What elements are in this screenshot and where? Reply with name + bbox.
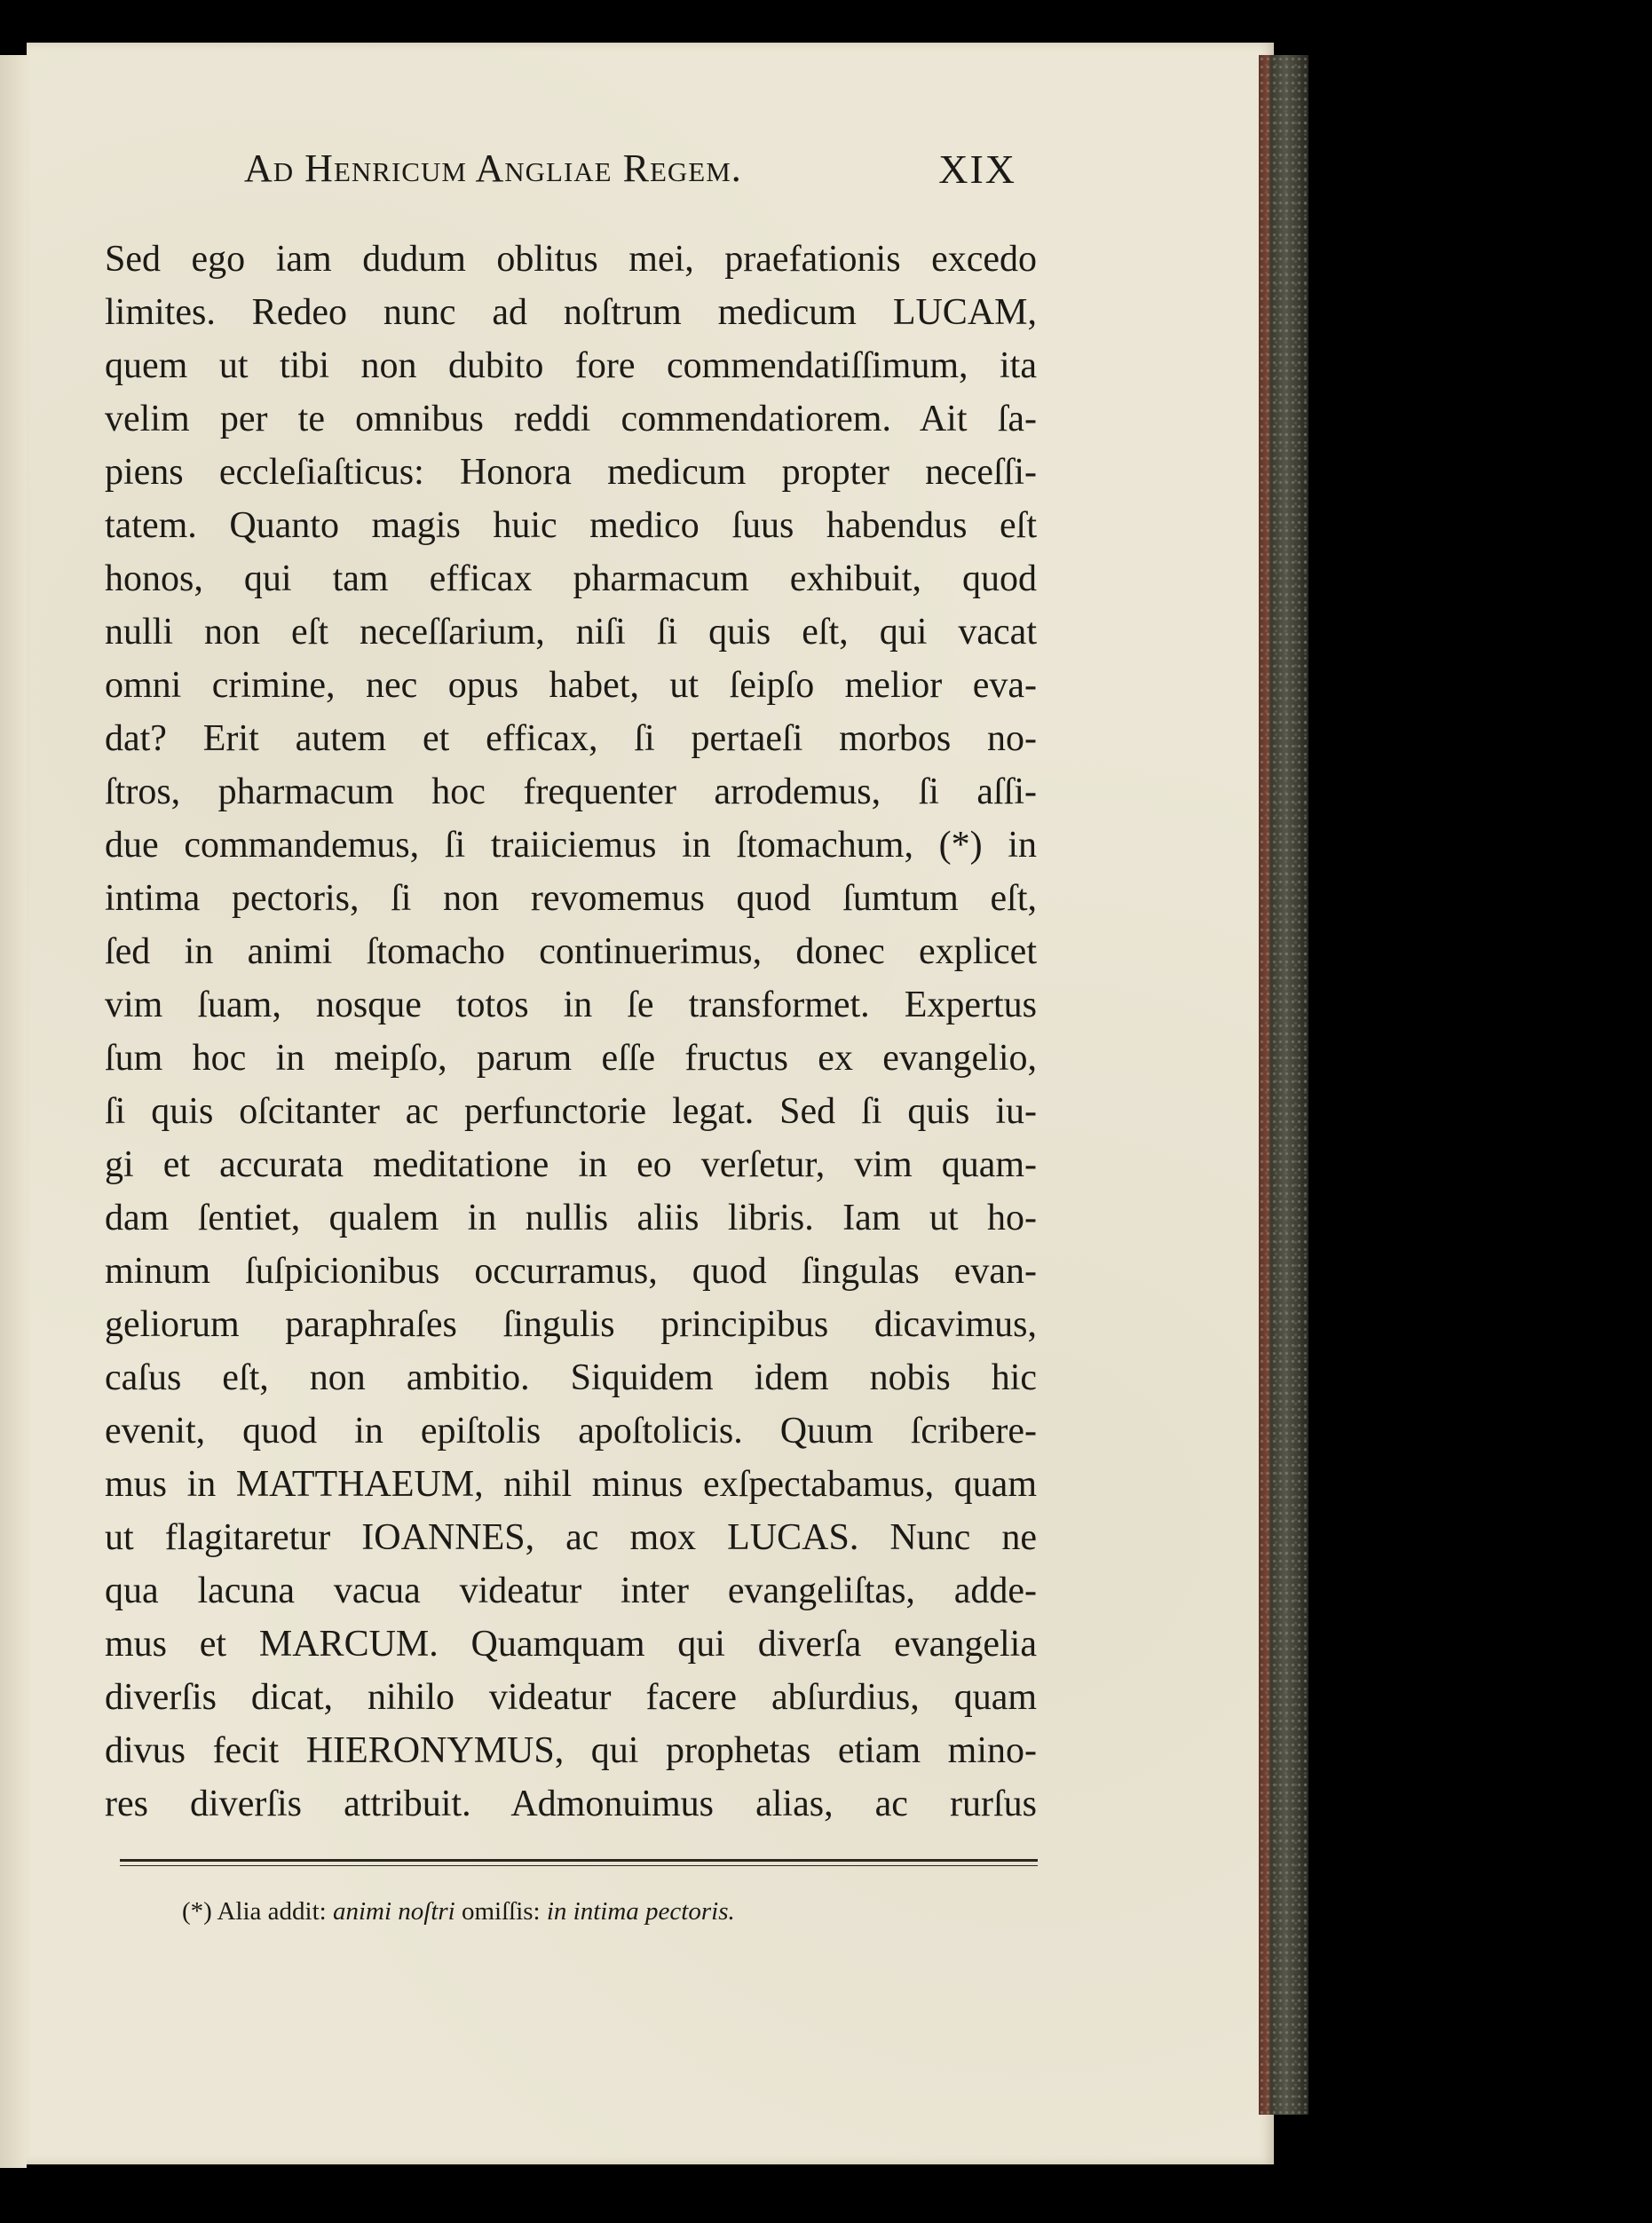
text-line: due commandemus, ſi traiiciemus in ſtomachum, (*) in [105,825,1037,866]
text-line: piens eccleſiaſticus: Honora medicum propter neceſſi- [105,452,1037,493]
text-line: tatem. Quanto magis huic medico ſuus habendus eſt [105,505,1037,546]
text-line: limites. Redeo nunc ad noſtrum medicum LUCAM, [105,292,1037,333]
text-line: res diverſis attribuit. Admonuimus alias, ac rurſus [105,1784,1037,1824]
text-line: gi et accurata meditatione in eo verſetur, vim quam- [105,1144,1037,1185]
footnote-italic-1: animi noſtri [332,1897,455,1926]
text-line: ut flagitaretur IOANNES, ac mox LUCAS. Nunc ne [105,1517,1037,1558]
text-line: evenit, quod in epiſtolis apoſtolicis. Quum ſcribere- [105,1411,1037,1452]
text-line: ſum hoc in meipſo, parum eſſe fructus ex evangelio, [105,1038,1037,1079]
running-title: Ad Henricum Angliae Regem. [244,146,742,190]
text-line: mus in MATTHAEUM, nihil minus exſpectabamus, quam [105,1464,1037,1505]
body-text [105,233,1037,1831]
text-line: dat? Erit autem et efficax, ſi pertaeſi morbos no- [105,718,1037,759]
text-line: honos, qui tam efficax pharmacum exhibuit, quod [105,558,1037,599]
footnote-text: Alia addit: [217,1897,327,1926]
text-line: omni crimine, nec opus habet, ut ſeipſo melior eva- [105,665,1037,706]
text-line: ſed in animi ſtomacho continuerimus, donec explicet [105,931,1037,972]
footnote-text-2: omiſſis: [461,1897,541,1926]
page-number: XIX [938,146,1016,192]
footnote-rule [120,1859,1038,1866]
text-line: ſi quis oſcitanter ac perfunctorie legat. Sed ſi quis iu- [105,1091,1037,1132]
text-line: vim ſuam, nosque totos in ſe transformet. Expertus [105,985,1037,1025]
text-line: velim per te omnibus reddi commendatiorem. Ait ſa- [105,399,1037,439]
footnote [182,1897,735,1926]
text-line: ſtros, pharmacum hoc frequenter arrodemus, ſi aſſi- [105,771,1037,812]
footnote-italic-2: in intima pectoris. [546,1897,735,1926]
footnote-marker: (*) [182,1897,212,1926]
text-line: dam ſentiet, qualem in nullis aliis libris. Iam ut ho- [105,1198,1037,1238]
text-line: intima pectoris, ſi non revomemus quod ſumtum eſt, [105,878,1037,919]
text-line: quem ut tibi non dubito fore commendatiſſimum, ita [105,345,1037,386]
left-page-edge [0,55,27,2168]
text-line: nulli non eſt neceſſarium, niſi ſi quis eſt, qui vacat [105,612,1037,653]
text-line: Sed ego iam dudum oblitus mei, praefationis excedo [105,239,1037,280]
text-line: caſus eſt, non ambitio. Siquidem idem nobis hic [105,1357,1037,1398]
page-header [244,146,1016,199]
text-line: minum ſuſpicionibus occurramus, quod ſingulas evan- [105,1251,1037,1292]
text-line: mus et MARCUM. Quamquam qui diverſa evangelia [105,1624,1037,1665]
text-line: diverſis dicat, nihilo videatur facere abſurdius, quam [105,1677,1037,1718]
text-line: qua lacuna vacua videatur inter evangeliſtas, adde- [105,1570,1037,1611]
text-line: divus fecit HIERONYMUS, qui prophetas etiam mino- [105,1730,1037,1771]
book-cover-edge [1259,55,1308,2115]
text-line: geliorum paraphraſes ſingulis principibus dicavimus, [105,1304,1037,1345]
